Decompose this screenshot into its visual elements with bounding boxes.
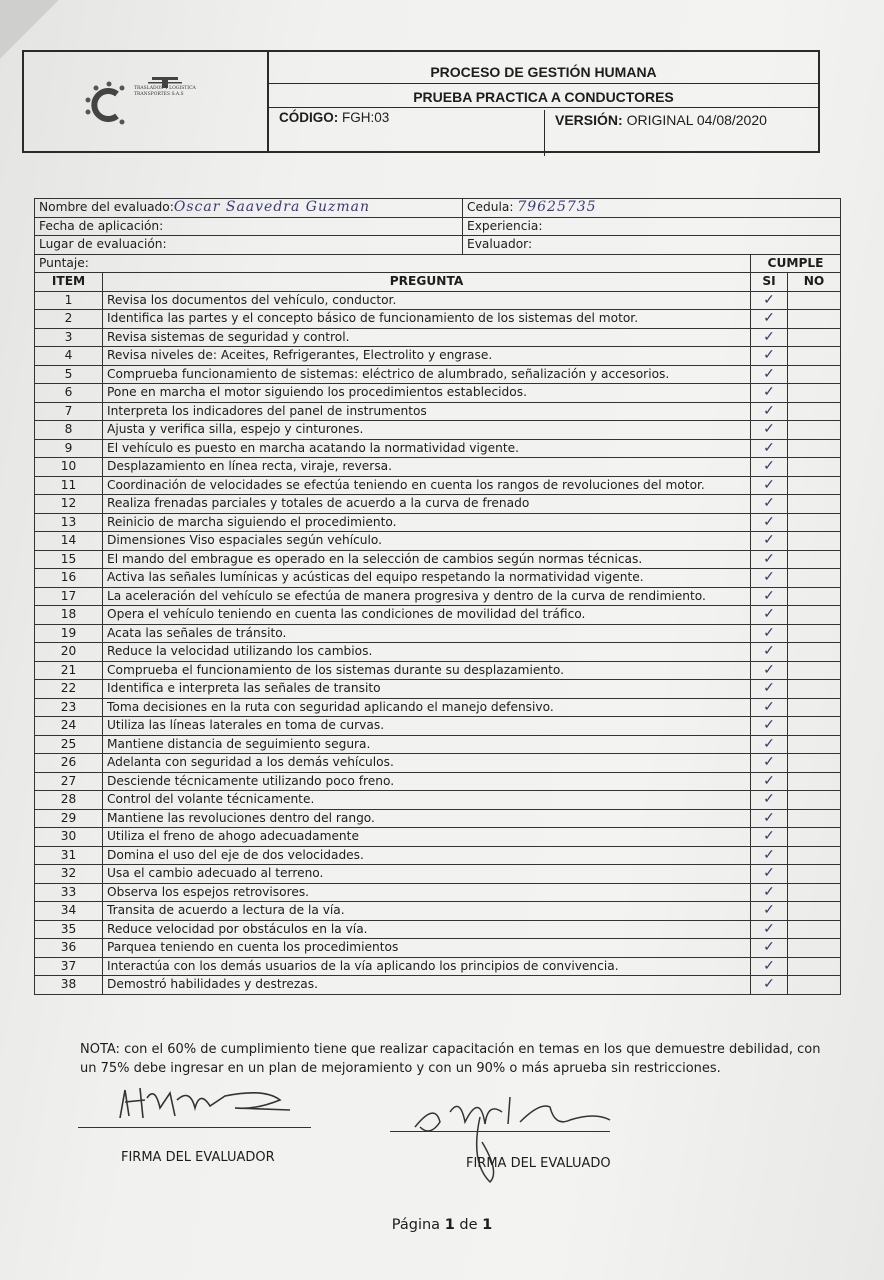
si-check-mark: ✓ <box>751 458 788 477</box>
logo-line-2: TRANSPORTES S.A.S <box>134 92 184 97</box>
no-cell <box>788 458 841 477</box>
item-question: Utiliza las líneas laterales en toma de curvas. <box>103 717 751 736</box>
no-cell <box>788 920 841 939</box>
code-value: FGH:03 <box>342 110 390 125</box>
item-number: 24 <box>35 717 103 736</box>
item-number: 16 <box>35 569 103 588</box>
si-check-mark: ✓ <box>751 791 788 810</box>
item-question: Usa el cambio adecuado al terreno. <box>103 865 751 884</box>
si-check-mark: ✓ <box>751 513 788 532</box>
si-check-mark: ✓ <box>751 661 788 680</box>
no-cell <box>788 421 841 440</box>
no-cell <box>788 587 841 606</box>
page-current: 1 <box>444 1217 455 1233</box>
si-check-mark: ✓ <box>751 976 788 995</box>
item-header: ITEM <box>35 273 103 292</box>
item-question: Pone en marcha el motor siguiendo los procedimientos establecidos. <box>103 384 751 403</box>
fecha-row <box>35 217 841 236</box>
item-question: Identifica e interpreta las señales de transito <box>103 680 751 699</box>
name-cell <box>35 199 463 218</box>
item-row <box>35 939 841 958</box>
no-cell <box>788 439 841 458</box>
no-cell <box>788 809 841 828</box>
item-question: Reduce la velocidad utilizando los cambios. <box>103 643 751 662</box>
item-number: 6 <box>35 384 103 403</box>
company-logo-icon <box>84 80 134 130</box>
item-number: 32 <box>35 865 103 884</box>
item-row <box>35 624 841 643</box>
page-number <box>0 1217 884 1233</box>
item-row <box>35 550 841 569</box>
no-cell <box>788 643 841 662</box>
no-cell <box>788 883 841 902</box>
item-question: Adelanta con seguridad a los demás vehículos. <box>103 754 751 773</box>
no-cell <box>788 717 841 736</box>
si-check-mark: ✓ <box>751 421 788 440</box>
item-question: El mando del embrague es operado en la selección de cambios según normas técnicas. <box>103 550 751 569</box>
item-row <box>35 717 841 736</box>
no-cell <box>788 698 841 717</box>
item-number: 5 <box>35 365 103 384</box>
item-row <box>35 828 841 847</box>
si-check-mark: ✓ <box>751 569 788 588</box>
name-row <box>35 199 841 218</box>
si-check-mark: ✓ <box>751 624 788 643</box>
item-question: Reinicio de marcha siguiendo el procedimiento. <box>103 513 751 532</box>
si-check-mark: ✓ <box>751 365 788 384</box>
no-cell <box>788 402 841 421</box>
puntaje-label: Puntaje: <box>35 254 751 273</box>
item-question: La aceleración del vehículo se efectúa de manera progresiva y dentro de la curva de rendimiento. <box>103 587 751 606</box>
item-row <box>35 402 841 421</box>
si-check-mark: ✓ <box>751 310 788 329</box>
item-row <box>35 920 841 939</box>
item-number: 4 <box>35 347 103 366</box>
si-check-mark: ✓ <box>751 291 788 310</box>
item-row <box>35 643 841 662</box>
item-question: Desplazamiento en línea recta, viraje, reversa. <box>103 458 751 477</box>
item-number: 13 <box>35 513 103 532</box>
item-number: 27 <box>35 772 103 791</box>
item-row <box>35 421 841 440</box>
item-row <box>35 365 841 384</box>
si-check-mark: ✓ <box>751 643 788 662</box>
si-check-mark: ✓ <box>751 532 788 551</box>
no-cell <box>788 550 841 569</box>
item-question: Interpreta los indicadores del panel de instrumentos <box>103 402 751 421</box>
no-cell <box>788 328 841 347</box>
item-question: Opera el vehículo teniendo en cuenta las condiciones de movilidad del tráfico. <box>103 606 751 625</box>
experiencia-label: Experiencia: <box>463 217 841 236</box>
item-row <box>35 809 841 828</box>
item-row <box>35 883 841 902</box>
evaluador-label: Evaluador: <box>463 236 841 255</box>
item-number: 18 <box>35 606 103 625</box>
item-question: Identifica las partes y el concepto básico de funcionamiento de los sistemas del motor. <box>103 310 751 329</box>
item-question: Mantiene distancia de seguimiento segura. <box>103 735 751 754</box>
si-check-mark: ✓ <box>751 865 788 884</box>
item-question: Activa las señales lumínicas y acústicas del equipo respetando la normatividad vigente. <box>103 569 751 588</box>
item-row <box>35 772 841 791</box>
si-check-mark: ✓ <box>751 809 788 828</box>
item-number: 25 <box>35 735 103 754</box>
logo-line-1: TRASLADOS Y LOGISTICA <box>134 86 196 91</box>
page-separator: de <box>454 1217 483 1233</box>
no-cell <box>788 347 841 366</box>
no-cell <box>788 384 841 403</box>
logo-text <box>134 86 204 98</box>
item-number: 29 <box>35 809 103 828</box>
si-check-mark: ✓ <box>751 698 788 717</box>
item-number: 9 <box>35 439 103 458</box>
item-number: 1 <box>35 291 103 310</box>
item-row <box>35 587 841 606</box>
item-question: Comprueba funcionamiento de sistemas: eléctrico de alumbrado, señalización y accesorios. <box>103 365 751 384</box>
no-cell <box>788 569 841 588</box>
item-row <box>35 328 841 347</box>
process-title: PROCESO DE GESTIÓN HUMANA <box>269 60 818 84</box>
pregunta-header: PREGUNTA <box>103 273 751 292</box>
no-cell <box>788 902 841 921</box>
test-title: PRUEBA PRACTICA A CONDUCTORES <box>269 84 818 108</box>
item-number: 21 <box>35 661 103 680</box>
si-check-mark: ✓ <box>751 347 788 366</box>
no-cell <box>788 661 841 680</box>
item-question: Mantiene las revoluciones dentro del rango. <box>103 809 751 828</box>
si-check-mark: ✓ <box>751 606 788 625</box>
item-question: Realiza frenadas parciales y totales de acuerdo a la curva de frenado <box>103 495 751 514</box>
si-check-mark: ✓ <box>751 957 788 976</box>
item-question: Parquea teniendo en cuenta los procedimientos <box>103 939 751 958</box>
no-cell <box>788 865 841 884</box>
item-question: Reduce velocidad por obstáculos en la vía. <box>103 920 751 939</box>
item-row <box>35 458 841 477</box>
item-question: Utiliza el freno de ahogo adecuadamente <box>103 828 751 847</box>
item-row <box>35 865 841 884</box>
item-number: 12 <box>35 495 103 514</box>
cedula-value: 79625735 <box>517 199 597 216</box>
no-cell <box>788 310 841 329</box>
evaluated-signature-line <box>390 1131 610 1132</box>
no-cell <box>788 365 841 384</box>
item-number: 10 <box>35 458 103 477</box>
item-row <box>35 513 841 532</box>
nota-text: NOTA: con el 60% de cumplimiento tiene que realizar capacitación en temas en los que demuestre debilidad, con un 75% debe ingresar en un plan de mejoramiento y con un 90% o más aprueba sin restricciones. <box>80 1042 821 1076</box>
fecha-label: Fecha de aplicación: <box>35 217 463 236</box>
item-question: Interactúa con los demás usuarios de la vía aplicando los principios de convivencia. <box>103 957 751 976</box>
item-question: Revisa sistemas de seguridad y control. <box>103 328 751 347</box>
item-question: Comprueba el funcionamiento de los sistemas durante su desplazamiento. <box>103 661 751 680</box>
si-check-mark: ✓ <box>751 402 788 421</box>
item-question: Control del volante técnicamente. <box>103 791 751 810</box>
item-number: 17 <box>35 587 103 606</box>
item-question: Acata las señales de tránsito. <box>103 624 751 643</box>
item-row <box>35 661 841 680</box>
si-header: SI <box>751 273 788 292</box>
no-cell <box>788 291 841 310</box>
no-cell <box>788 846 841 865</box>
item-row <box>35 310 841 329</box>
name-value: Oscar Saavedra Guzman <box>173 199 370 216</box>
item-row <box>35 957 841 976</box>
si-check-mark: ✓ <box>751 883 788 902</box>
item-question: Domina el uso del eje de dos velocidades. <box>103 846 751 865</box>
no-cell <box>788 495 841 514</box>
evaluator-signature-line <box>78 1127 311 1128</box>
no-cell <box>788 828 841 847</box>
item-question: Revisa niveles de: Aceites, Refrigerantes, Electrolito y engrase. <box>103 347 751 366</box>
page-total: 1 <box>482 1217 493 1233</box>
si-check-mark: ✓ <box>751 939 788 958</box>
si-check-mark: ✓ <box>751 587 788 606</box>
item-question: Toma decisiones en la ruta con seguridad aplicando el manejo defensivo. <box>103 698 751 717</box>
item-row <box>35 439 841 458</box>
no-cell <box>788 957 841 976</box>
item-number: 28 <box>35 791 103 810</box>
item-row <box>35 698 841 717</box>
item-row <box>35 532 841 551</box>
item-number: 36 <box>35 939 103 958</box>
evaluator-signature-icon <box>115 1078 305 1128</box>
item-number: 38 <box>35 976 103 995</box>
si-check-mark: ✓ <box>751 920 788 939</box>
item-row <box>35 347 841 366</box>
si-check-mark: ✓ <box>751 476 788 495</box>
evaluator-signature-label: FIRMA DEL EVALUADOR <box>121 1150 275 1165</box>
code-version-row <box>269 108 818 153</box>
item-number: 34 <box>35 902 103 921</box>
si-check-mark: ✓ <box>751 328 788 347</box>
no-cell <box>788 513 841 532</box>
item-row <box>35 976 841 995</box>
item-question: Desciende técnicamente utilizando poco freno. <box>103 772 751 791</box>
item-row <box>35 791 841 810</box>
item-row <box>35 846 841 865</box>
si-check-mark: ✓ <box>751 717 788 736</box>
item-number: 20 <box>35 643 103 662</box>
item-number: 11 <box>35 476 103 495</box>
item-number: 19 <box>35 624 103 643</box>
item-row <box>35 495 841 514</box>
si-check-mark: ✓ <box>751 384 788 403</box>
no-cell <box>788 476 841 495</box>
item-number: 8 <box>35 421 103 440</box>
cedula-label: Cedula: <box>467 200 514 215</box>
item-question: Transita de acuerdo a lectura de la vía. <box>103 902 751 921</box>
si-check-mark: ✓ <box>751 495 788 514</box>
item-question: Demostró habilidades y destrezas. <box>103 976 751 995</box>
name-label: Nombre del evaluado: <box>39 200 174 215</box>
si-check-mark: ✓ <box>751 754 788 773</box>
item-row <box>35 754 841 773</box>
evaluated-signature-label: FIRMA DEL EVALUADO <box>466 1156 611 1171</box>
version-field <box>544 110 818 156</box>
item-row <box>35 291 841 310</box>
no-cell <box>788 939 841 958</box>
item-number: 2 <box>35 310 103 329</box>
no-cell <box>788 791 841 810</box>
no-header: NO <box>788 273 841 292</box>
item-question: Observa los espejos retrovisores. <box>103 883 751 902</box>
item-row <box>35 384 841 403</box>
si-check-mark: ✓ <box>751 439 788 458</box>
item-number: 22 <box>35 680 103 699</box>
no-cell <box>788 772 841 791</box>
version-value: ORIGINAL 04/08/2020 <box>626 112 767 128</box>
item-number: 31 <box>35 846 103 865</box>
lugar-label: Lugar de evaluación: <box>35 236 463 255</box>
si-check-mark: ✓ <box>751 735 788 754</box>
lugar-row <box>35 236 841 255</box>
item-row <box>35 680 841 699</box>
item-number: 33 <box>35 883 103 902</box>
item-number: 3 <box>35 328 103 347</box>
item-number: 14 <box>35 532 103 551</box>
no-cell <box>788 735 841 754</box>
item-question: Dimensiones Viso espaciales según vehículo. <box>103 532 751 551</box>
item-row <box>35 735 841 754</box>
no-cell <box>788 606 841 625</box>
no-cell <box>788 976 841 995</box>
evaluated-signature-icon <box>410 1082 640 1187</box>
item-row <box>35 606 841 625</box>
logo-cell <box>24 52 269 151</box>
si-check-mark: ✓ <box>751 772 788 791</box>
cumple-header: CUMPLE <box>751 254 841 273</box>
item-question: Revisa los documentos del vehículo, conductor. <box>103 291 751 310</box>
si-check-mark: ✓ <box>751 828 788 847</box>
si-check-mark: ✓ <box>751 550 788 569</box>
item-number: 37 <box>35 957 103 976</box>
no-cell <box>788 532 841 551</box>
no-cell <box>788 754 841 773</box>
si-check-mark: ✓ <box>751 680 788 699</box>
no-cell <box>788 624 841 643</box>
version-label: VERSIÓN: <box>555 112 623 128</box>
code-label: CÓDIGO: <box>279 110 339 125</box>
item-number: 35 <box>35 920 103 939</box>
item-row <box>35 569 841 588</box>
evaluation-table <box>34 198 841 995</box>
item-number: 23 <box>35 698 103 717</box>
si-check-mark: ✓ <box>751 902 788 921</box>
column-header-row <box>35 273 841 292</box>
si-check-mark: ✓ <box>751 846 788 865</box>
item-question: Ajusta y verifica silla, espejo y cinturones. <box>103 421 751 440</box>
item-number: 26 <box>35 754 103 773</box>
puntaje-row <box>35 254 841 273</box>
cedula-cell <box>463 199 841 218</box>
item-number: 15 <box>35 550 103 569</box>
item-number: 7 <box>35 402 103 421</box>
code-field <box>279 110 389 125</box>
item-row <box>35 476 841 495</box>
document-header <box>22 50 820 153</box>
item-question: El vehículo es puesto en marcha acatando la normatividad vigente. <box>103 439 751 458</box>
item-number: 30 <box>35 828 103 847</box>
no-cell <box>788 680 841 699</box>
page-prefix: Página <box>391 1217 445 1233</box>
item-row <box>35 902 841 921</box>
item-question: Coordinación de velocidades se efectúa teniendo en cuenta los rangos de revoluciones del motor. <box>103 476 751 495</box>
